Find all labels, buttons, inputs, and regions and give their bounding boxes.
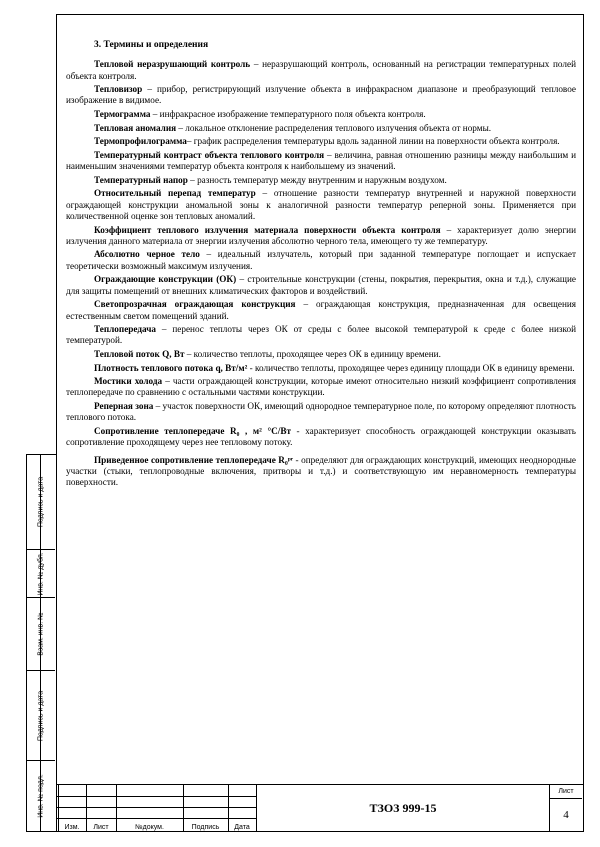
term-paragraph	[66, 274, 576, 297]
term-paragraph	[66, 109, 576, 120]
term-name: Мостики холода	[94, 376, 163, 387]
term-name: Тепловой поток Q, Вт	[94, 348, 185, 359]
term-definition: – отношение разности температур внутренней и наружной поверхности ограждающей конструкции аномальной зоны к аналогичной разности температур реперной зоны. Применяется при количественной оценке зон тепловых аномалий.	[66, 188, 576, 221]
term-name: Приведенное сопротивление теплопередаче R₀ᵖʳ	[94, 454, 294, 465]
term-paragraph	[66, 225, 576, 248]
column-label: №докум.	[135, 824, 164, 831]
term-paragraph	[66, 455, 576, 489]
term-paragraph	[66, 363, 576, 374]
term-name: Относительный перепад температур	[94, 188, 256, 199]
term-name: Плотность теплового потока q, Вт/м²	[94, 362, 248, 373]
sidebar-cell	[27, 598, 55, 671]
term-name: Абсолютно черное тело	[94, 249, 200, 260]
term-definition: - определяют для ограждающих конструкций, имеющих неоднородные участки (стыки, теплопроводные включения, притворы и т.д.) и соответствующую им неравномерность температуры поверхности.	[66, 454, 577, 488]
term-definition: – график распределения температуры вдоль заданной линии на поверхности объекта контроля.	[186, 136, 560, 147]
term-definition: – инфракрасное изображение температурного поля объекта контроля.	[150, 109, 426, 120]
term-paragraph	[66, 401, 576, 424]
sidebar-label: Инв. № подл.	[37, 774, 45, 818]
column-label: Дата	[234, 824, 250, 831]
term-paragraph	[66, 249, 576, 272]
term-paragraph	[66, 299, 576, 322]
term-name: Термограмма	[94, 109, 151, 120]
term-paragraph	[66, 136, 576, 147]
term-name: Температурный напор	[94, 174, 188, 185]
binding-strip	[26, 454, 56, 832]
column-label: Подпись	[191, 824, 220, 831]
term-name: Сопротивление теплопередаче R₀ , м² °С/Вт	[94, 425, 291, 436]
sidebar-cell	[27, 550, 55, 598]
term-definition: – количество теплоты, проходящее через ОК в единицу времени.	[184, 348, 441, 359]
term-definition: – участок поверхности ОК, имеющий однородное температурное поле, по которому определяют плотность теплового потока.	[66, 401, 577, 423]
term-paragraph	[66, 123, 576, 134]
sidebar-label: Взам. инв. №	[37, 612, 45, 656]
term-name: Тепловой неразрушающий контроль	[94, 59, 251, 70]
term-name: Температурный контраст объекта теплового контроля	[94, 149, 325, 160]
term-paragraph	[66, 376, 576, 399]
term-paragraph	[66, 59, 576, 82]
term-paragraph	[66, 188, 576, 222]
term-definition: – строительные конструкции (стены, покрытия, перекрытия, окна и т.д.), служащие для защиты помещений от внешних климатических факторов и воздействий.	[66, 274, 577, 296]
term-paragraph	[66, 175, 576, 186]
term-name: Светопрозрачная ограждающая конструкция	[94, 299, 296, 310]
document-code-cell	[256, 785, 550, 832]
term-paragraph	[66, 84, 576, 107]
term-name: Ограждающие конструкции (ОК)	[94, 274, 237, 285]
section-heading: 3. Термины и определения	[94, 40, 209, 50]
sidebar-label: Подпись и дата	[37, 476, 45, 528]
term-paragraph	[66, 426, 576, 449]
term-definition: – неразрушающий контроль, основанный на регистрации температурных полей объекта контроля.	[66, 59, 576, 81]
sheet-cell	[550, 785, 582, 832]
sidebar-cell	[27, 761, 55, 831]
term-name: Теплопередача	[94, 324, 156, 335]
term-name: Реперная зона	[94, 401, 154, 412]
column-label: Изм.	[64, 824, 80, 831]
term-paragraph	[66, 324, 576, 347]
term-definition: – ограждающая конструкция, предназначенная для освещения естественным светом помещений зданий.	[66, 299, 576, 321]
revision-grid	[56, 785, 256, 832]
sidebar-cell	[27, 671, 55, 761]
term-name: Тепловая аномалия	[94, 122, 177, 133]
term-name: Тепловизор	[94, 84, 143, 95]
sheet-label: Лист	[550, 785, 582, 799]
sidebar-label: Подпись и дата	[37, 690, 45, 741]
term-definition: – идеальный излучатель, который при заданной температуре поглощает и испускает теоретически возможный максимум излучения.	[66, 249, 576, 271]
term-definition: – перенос теплоты через ОК от среды с более высокой температурой к среде с более низкой температурой.	[66, 324, 576, 346]
term-definition: - количество теплоты, проходящее через единицу площади ОК в единицу времени.	[247, 362, 575, 373]
term-definition: – величина, равная отношению разницы между наибольшим и наименьшим значениями температур объекта контроля к наибольшему из значений.	[66, 149, 576, 172]
title-block	[56, 784, 584, 832]
term-definition: – локальное отклонение распределения теплового излучения объекта от нормы.	[176, 122, 492, 133]
term-definition: – разность температур между внутренним и наружным воздухом.	[187, 174, 447, 185]
terms-list	[66, 59, 576, 488]
document-body	[66, 40, 576, 491]
term-definition: - характеризует способность ограждающей конструкции оказывать сопротивление проходящему через нее тепловому потоку.	[66, 425, 576, 448]
term-paragraph	[66, 349, 576, 360]
column-label: Лист	[93, 824, 109, 831]
term-definition: – прибор, регистрирующий излучение объекта в инфракрасном диапазоне и преобразующий тепловое изображение в видимое.	[66, 84, 576, 106]
term-name: Термопрофилограмма	[94, 136, 187, 147]
term-definition: – части ограждающей конструкции, которые имеют относительно низкий коэффициент сопротивления теплопередаче по сравнению с остальными частями конструкции.	[66, 376, 576, 398]
sheet-number: 4	[563, 809, 569, 821]
term-paragraph	[66, 150, 576, 173]
sidebar-cell	[27, 455, 55, 550]
sidebar-label: Инв. № дубл.	[37, 551, 45, 596]
document-code: ТЗОЗ 999-15	[369, 801, 437, 815]
term-name: Коэффициент теплового излучения материала поверхности объекта контроля	[94, 224, 441, 235]
term-definition: – характеризует долю энергии излучения данного материала от энергии излучения абсолютно черного тела, имеющего ту же температуру.	[66, 224, 576, 246]
